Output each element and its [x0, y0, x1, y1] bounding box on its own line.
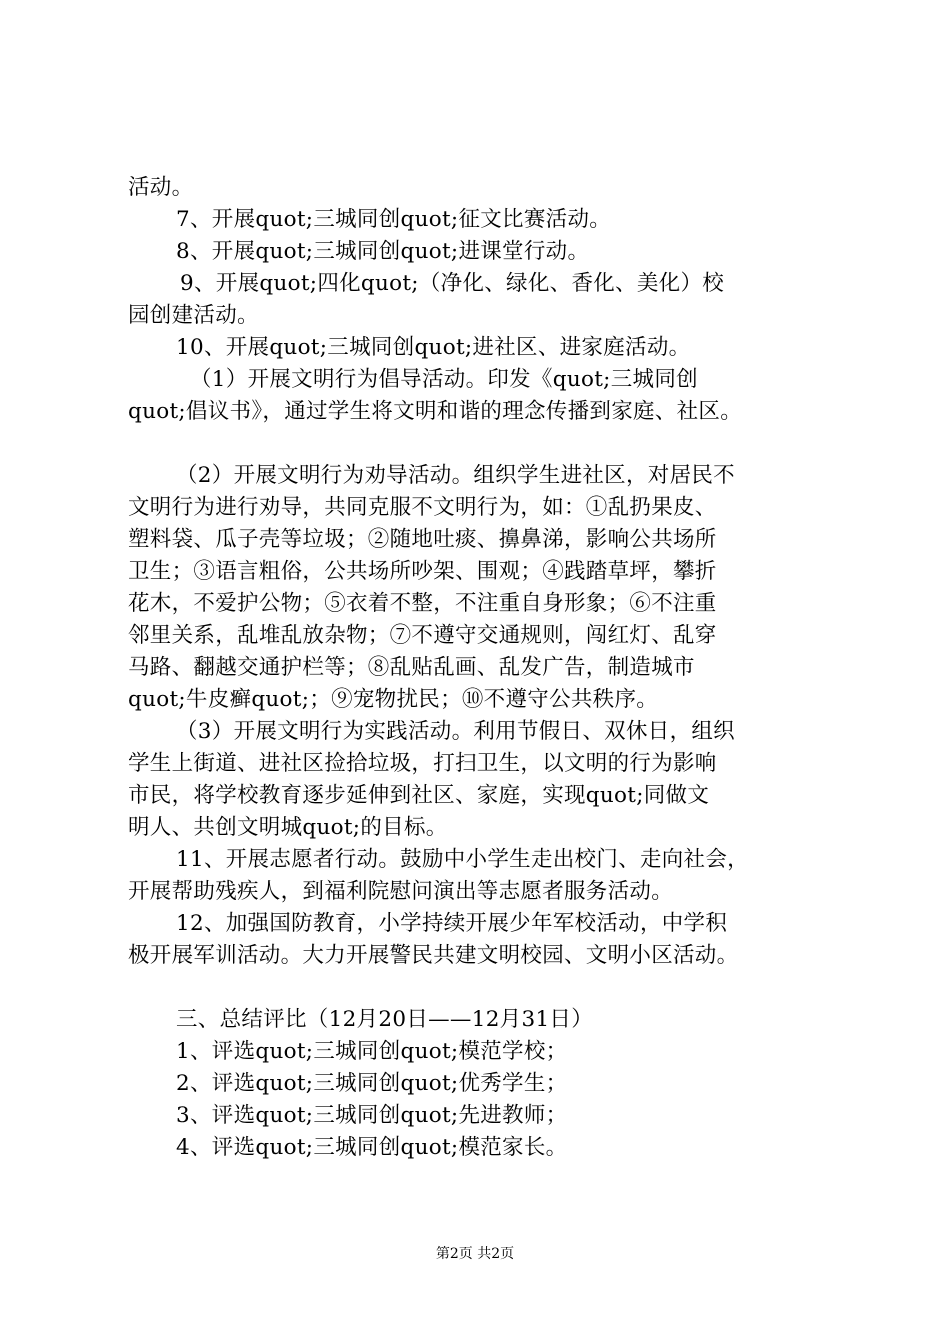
document-body	[128, 172, 840, 1164]
text-line: 明人、共创文明城quot;的目标。	[128, 815, 448, 840]
text-line: 9、开展quot;四化quot;（净化、绿化、香化、美化）校	[180, 271, 725, 296]
text-line: 学生上街道、进社区捡拾垃圾，打扫卫生，以文明的行为影响	[128, 751, 717, 776]
text-line: 12、加强国防教育，小学持续开展少年军校活动，中学积	[176, 911, 728, 936]
text-line: 花木，不爱护公物；⑤衣着不整，不注重自身形象；⑥不注重	[128, 591, 717, 616]
text-line: quot;牛皮癣quot;；⑨宠物扰民；⑩不遵守公共秩序。	[128, 687, 659, 712]
text-line: （1）开展文明行为倡导活动。印发《quot;三城同创	[190, 367, 698, 392]
text-line: 7、开展quot;三城同创quot;征文比赛活动。	[176, 207, 612, 232]
text-line: 园创建活动。	[128, 303, 259, 328]
page-footer: 第2页 共2页	[435, 1246, 515, 1262]
text-line: 开展帮助残疾人，到福利院慰问演出等志愿者服务活动。	[128, 879, 674, 904]
text-line: 11、开展志愿者行动。鼓励中小学生走出校门、走向社会，	[176, 847, 749, 872]
text-line: 10、开展quot;三城同创quot;进社区、进家庭活动。	[176, 335, 691, 360]
text-line: 马路、翻越交通护栏等；⑧乱贴乱画、乱发广告，制造城市	[128, 655, 695, 680]
text-line: 3、评选quot;三城同创quot;先进教师；	[176, 1103, 568, 1128]
paragraph-gap	[128, 972, 840, 1004]
text-line: 8、开展quot;三城同创quot;进课堂行动。	[176, 239, 590, 264]
text-line: 1、评选quot;三城同创quot;模范学校；	[176, 1039, 568, 1064]
text-line: quot;倡议书》，通过学生将文明和谐的理念传播到家庭、社区。	[128, 399, 742, 424]
text-line: 极开展军训活动。大力开展警民共建文明校园、文明小区活动。	[128, 943, 739, 968]
text-line: （3）开展文明行为实践活动。利用节假日、双休日，组织	[176, 719, 735, 744]
text-line: 邻里关系，乱堆乱放杂物；⑦不遵守交通规则，闯红灯、乱穿	[128, 623, 717, 648]
text-line: 4、评选quot;三城同创quot;模范家长。	[176, 1135, 568, 1160]
text-line: 三、总结评比（12月20日——12月31日）	[176, 1007, 594, 1032]
text-line: 市民，将学校教育逐步延伸到社区、家庭，实现quot;同做文	[128, 783, 710, 808]
text-line: （2）开展文明行为劝导活动。组织学生进社区，对居民不	[176, 463, 735, 488]
text-line: 卫生；③语言粗俗，公共场所吵架、围观；④践踏草坪，攀折	[128, 559, 717, 584]
text-line: 2、评选quot;三城同创quot;优秀学生；	[176, 1071, 568, 1096]
text-line: 活动。	[128, 175, 194, 200]
paragraph-gap	[128, 428, 840, 460]
text-line: 文明行为进行劝导，共同克服不文明行为，如：①乱扔果皮、	[128, 495, 717, 520]
text-line: 塑料袋、瓜子壳等垃圾；②随地吐痰、擤鼻涕，影响公共场所	[128, 527, 717, 552]
